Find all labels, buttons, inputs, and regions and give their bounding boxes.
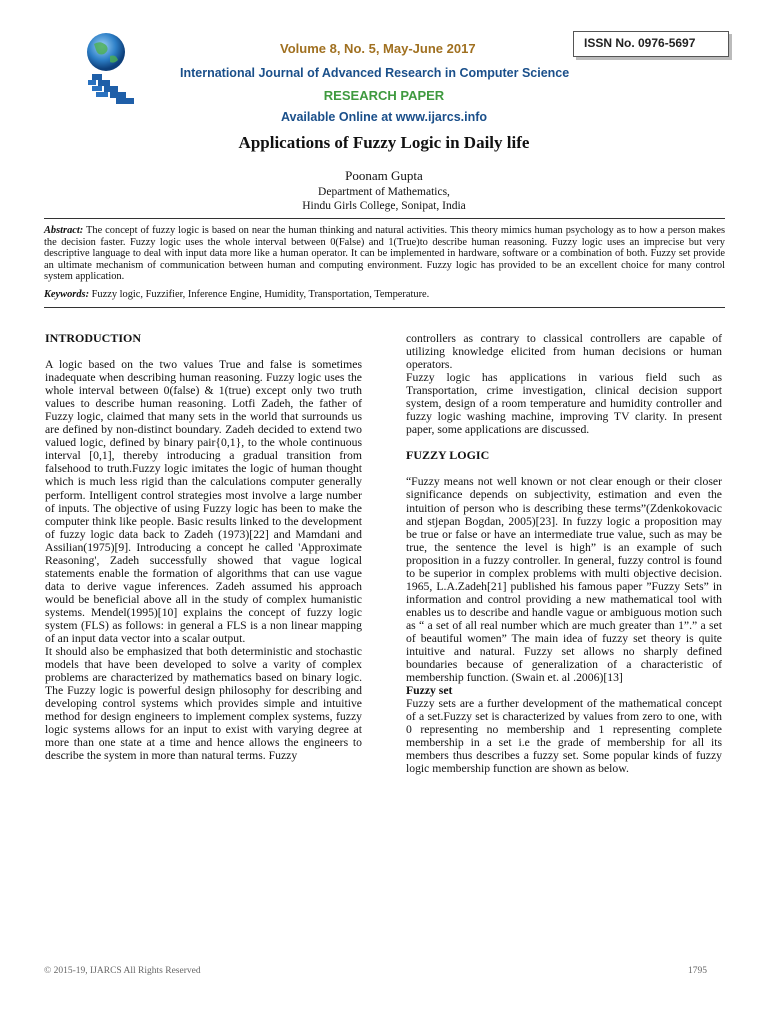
right-paragraph-2: Fuzzy logic has applications in various field such as Transportation, crime investigation, clinical decision support system, design of a room temperature and humidity controller and fuzzy logic washing machine, improving TV clarity. In present paper, some applications are discussed. [406, 371, 722, 437]
abstract-section [44, 218, 725, 308]
fuzzy-set-subheading: Fuzzy set [406, 684, 453, 698]
author-affiliation [0, 185, 768, 213]
author-name: Poonam Gupta [345, 168, 423, 183]
abstract-label: Abstract: [44, 225, 84, 236]
affiliation-department: Department of Mathematics, [318, 186, 450, 198]
affiliation-college: Hindu Girls College, Sonipat, India [302, 200, 466, 212]
footer-copyright: © 2015-19, IJARCS All Rights Reserved [44, 966, 201, 976]
keywords-paragraph [44, 289, 725, 301]
keywords-label: Keywords: [44, 288, 90, 300]
fuzzy-set-paragraph: Fuzzy sets are a further development of the mathematical concept of a set.Fuzzy set is characterized by values from zero to one, with 0 representing no membership and 1 representing complete membership in a set i.e the grade of membership for all its members thus describes a fuzzy set. Some popular kinds of fuzzy logic membership function are shown as below. [406, 697, 722, 776]
issn-box: ISSN No. 0976-5697 [573, 31, 729, 57]
journal-name: International Journal of Advanced Research in Computer Science [180, 66, 570, 80]
paper-title: Applications of Fuzzy Logic in Daily life [238, 133, 530, 152]
availability-line: Available Online at www.ijarcs.info [280, 110, 488, 124]
introduction-heading: INTRODUCTION [45, 331, 142, 345]
volume-info: Volume 8, No. 5, May-June 2017 [280, 41, 476, 56]
abstract-paragraph [44, 225, 725, 283]
keywords-text: Fuzzy logic, Fuzzifier, Inference Engine, Humidity, Transportation, Temperature. [89, 288, 430, 300]
left-column [45, 332, 362, 763]
paper-type: RESEARCH PAPER [323, 88, 445, 103]
abstract-text: The concept of fuzzy logic is based on near the human thinking and natural activities. This theory mimics human psychology as to how a person makes the decision faster. Fuzzy logic uses the whole interval between 0(False) and 1(True)to describe human reasoning. Fuzzy logic uses an imprecise but very descriptive language to deal with input data more like a human operator. It can be implemented in hardware, software or a combination of both. Fuzzy set provide an ultimate mechanism of communication between human and computing environment. Fuzzy logic has provided to be an excellent choice for many control system application. [44, 225, 725, 283]
right-paragraph-1: controllers as contrary to classical controllers are capable of utilizing knowledge elicited from human decisions or human operators. [406, 332, 722, 372]
fuzzy-logic-heading: FUZZY LOGIC [406, 448, 490, 463]
introduction-paragraph-2: It should also be emphasized that both deterministic and stochastic models that have been developed to solve a varity of complex problems are characterized by mathematics based on binary logic. The Fuzzy logic is powerful design philosophy for describing and developing control systems which provides simple and intuitive method for design engineers to implement complex systems, fuzzy logic systems allows for an input to exist with varying degree at more than one state at a time and hence allows the engineers to describe the system in more than natural terms. Fuzzy [45, 645, 362, 763]
right-column [406, 332, 722, 776]
fuzzy-logic-paragraph: “Fuzzy means not well known or not clear enough or their closer significance depends on subjectivity, estimation and even the intuition of person who is describing these terms”(Zdenkokovacic and stjepan Bogdan, 2005)[23]. In fuzzy logic a proposition may be true or false or have an intermediate true value, such as may be true, the sentence the level is high” is an example of such proposition in a fuzzy controller. In general, fuzzy control is found to be superior in complex problems with multi objective decision. 1965, L.A.Zadeh[21] published his famous paper ”Fuzzy Sets” in information and control providing a new mathematical tool with enables us to describe and handle vague or ambiguous motion such as “ a set of all real number which are much greater than 1”.” a set of beautiful women” The main idea of fuzzy set theory is quite intuitive and natural. Fuzzy set allows no sharply defined boundaries because of generalization of a characteristic of membership function. (Swain et. al .2006)[13] [406, 475, 722, 685]
page-number: 1795 [688, 966, 707, 976]
introduction-paragraph-1: A logic based on the two values True and false is sometimes inadequate when describing human reasoning. Fuzzy logic uses the whole interval between 0(false) & 1(true) except only two truth values to describe human reasoning. Lotfi Zadeh, the father of Fuzzy logic, claimed that many sets in the world that surrounds us are defined by non-distinct boundary. Zadeh decided to extend two valued logic, defined by binary pair{0,1}, to the whole continuous interval [0,1], thereby introducing a gradual transition from falsehood to truth.Fuzzy logic imitates the logic of human thought which is much less rigid than the calculations computer generally perform. Intelligent control strategies most involve a large number of inputs. The objective of using Fuzzy logic has been to make the computer think like people. Basic results linked to the development of fuzzy logic data back to Zadeh (1973)[22] and Mamdani and Assilian(1975)[9]. Introducing a concept he called 'Approximate Reasoning', Zadeh successfully showed that vague logical statements enable the formation of algorithms that can use vague data to derive vague inferences. Zadeh assumed his approach would be beneficial above all in the study of complex humanistic systems. Mendel(1995)[10] explains the concept of fuzzy logic system (FLS) as follows: in general a FLS is a non linear mapping of an input data vector into a scalar output. [45, 358, 362, 646]
